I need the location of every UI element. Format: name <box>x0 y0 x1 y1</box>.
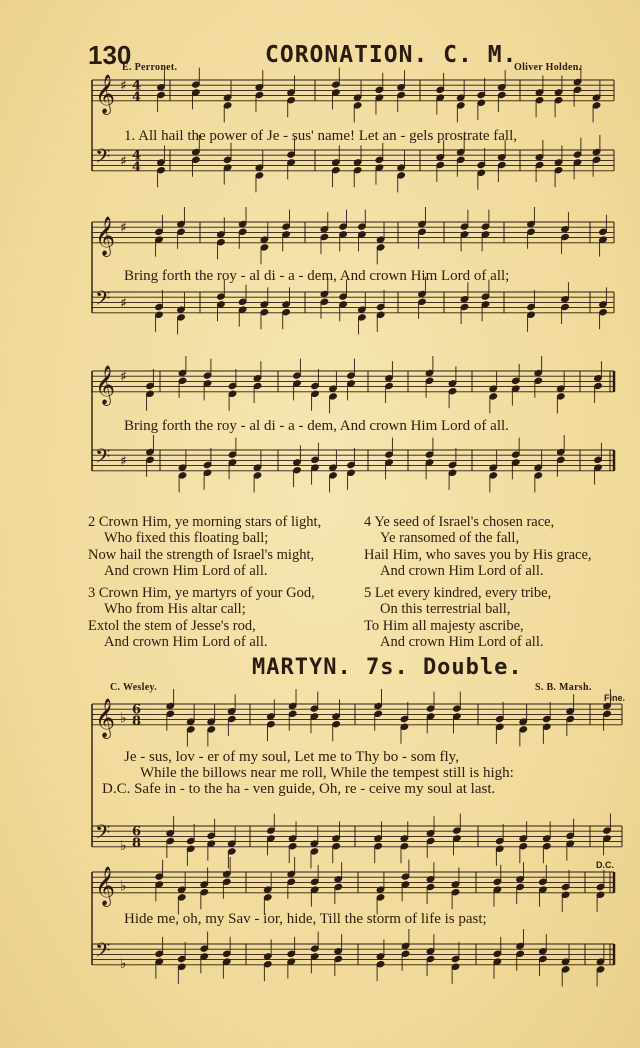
verse-left-line: 2 Crown Him, ye morning stars of light, <box>88 514 322 530</box>
bass-staff <box>92 292 614 313</box>
time-signature: 8 <box>132 713 142 729</box>
flat-key-icon: ♭ <box>120 878 127 895</box>
fine-mark: Fine. <box>604 693 626 703</box>
hymn1-verses-left <box>88 514 321 650</box>
verse-left-line: And crown Him Lord of all. <box>104 562 268 579</box>
treble-clef-icon: 𝄞 <box>95 364 116 405</box>
flat-key-icon: ♭ <box>120 710 127 727</box>
hymn1-verses-right <box>364 514 592 650</box>
sharp-key-icon: ♯ <box>120 369 127 386</box>
hymn1-lyric-line-1: 1. All hail the power of Je - sus' name! Let an - gels prostrate fall, <box>124 128 518 144</box>
sharp-key-icon: ♯ <box>120 78 127 95</box>
verse-right-line: And crown Him Lord of all. <box>380 562 544 579</box>
verse-left-line: Who fixed this floating ball; <box>104 530 269 547</box>
time-signature: 4 <box>132 148 142 164</box>
hymn-title-martyn: MARTYN. 7s. Double. <box>252 655 523 680</box>
hymn2-lyric-line-1: Je - sus, lov - er of my soul, Let me to Thy bo - som fly, <box>124 749 459 765</box>
verse-left-line: Now hail the strength of Israel's might, <box>88 546 315 563</box>
verse-right-line: 5 Let every kindred, every tribe, <box>364 585 552 602</box>
time-signature: 4 <box>132 89 142 105</box>
dc-mark: D.C. <box>596 860 614 870</box>
bass-clef-icon: 𝄢 <box>95 820 111 849</box>
hymn1-author: E. Perronet. <box>122 62 178 73</box>
treble-clef-icon: 𝄞 <box>95 73 116 114</box>
treble-staff <box>92 80 614 101</box>
sharp-key-icon: ♯ <box>120 220 127 237</box>
time-signature: 6 <box>132 702 142 718</box>
verse-right-line: To Him all majesty ascribe, <box>364 617 524 634</box>
hymn2-lyric-line-4: Hide me, oh, my Sav - ior, hide, Till the storm of life is past; <box>124 911 487 927</box>
hymn-title-coronation: CORONATION. C. M. <box>265 42 518 68</box>
hymn1-composer: Oliver Holden. <box>514 62 582 73</box>
bass-clef-icon: 𝄢 <box>95 144 111 173</box>
bass-clef-icon: 𝄢 <box>95 444 111 473</box>
verse-left-line: And crown Him Lord of all. <box>104 634 268 651</box>
verse-left-line: Extol the stem of Jesse's rod, <box>88 617 256 634</box>
time-signature: 8 <box>132 835 142 851</box>
verse-left-line: 3 Crown Him, ye martyrs of your God, <box>88 585 315 602</box>
sharp-key-icon: ♯ <box>120 295 127 312</box>
bass-clef-icon: 𝄢 <box>95 286 111 315</box>
sharp-key-icon: ♯ <box>120 153 127 170</box>
hymn2-lyric-line-2: While the billows near me roll, While the tempest still is high: <box>140 765 514 781</box>
flat-key-icon: ♭ <box>120 955 127 972</box>
treble-clef-icon: 𝄞 <box>95 865 116 906</box>
verse-right-line: 4 Ye seed of Israel's chosen race, <box>364 514 555 530</box>
verse-right-line: Ye ransomed of the fall, <box>380 530 520 547</box>
bass-clef-icon: 𝄢 <box>95 938 111 967</box>
verse-right-line: Hail Him, who saves you by His grace, <box>364 546 592 563</box>
hymn1-lyric-line-2: Bring forth the roy - al di - a - dem, And crown Him Lord of all; <box>124 268 510 284</box>
hymn2-lyric-line-3: D.C. Safe in - to the ha - ven guide, Oh, re - ceive my soul at last. <box>102 781 496 797</box>
treble-staff <box>92 872 614 893</box>
flat-key-icon: ♭ <box>120 837 127 854</box>
treble-clef-icon: 𝄞 <box>95 697 116 738</box>
hymn1-lyric-line-3: Bring forth the roy - al di - a - dem, And crown Him Lord of all. <box>124 418 509 434</box>
verse-right-line: And crown Him Lord of all. <box>380 634 544 651</box>
sharp-key-icon: ♯ <box>120 453 127 470</box>
treble-clef-icon: 𝄞 <box>95 215 116 256</box>
hymn2-composer: S. B. Marsh. <box>535 682 592 693</box>
treble-staff <box>92 222 614 243</box>
bass-staff <box>92 944 614 965</box>
time-signature: 4 <box>132 78 142 94</box>
verse-right-line: On this terrestrial ball, <box>380 601 511 618</box>
hymn2-author: C. Wesley. <box>110 682 157 693</box>
time-signature: 6 <box>132 824 142 840</box>
verse-left-line: Who from His altar call; <box>104 601 246 618</box>
time-signature: 4 <box>132 159 142 175</box>
page-number: 130 <box>88 40 132 70</box>
